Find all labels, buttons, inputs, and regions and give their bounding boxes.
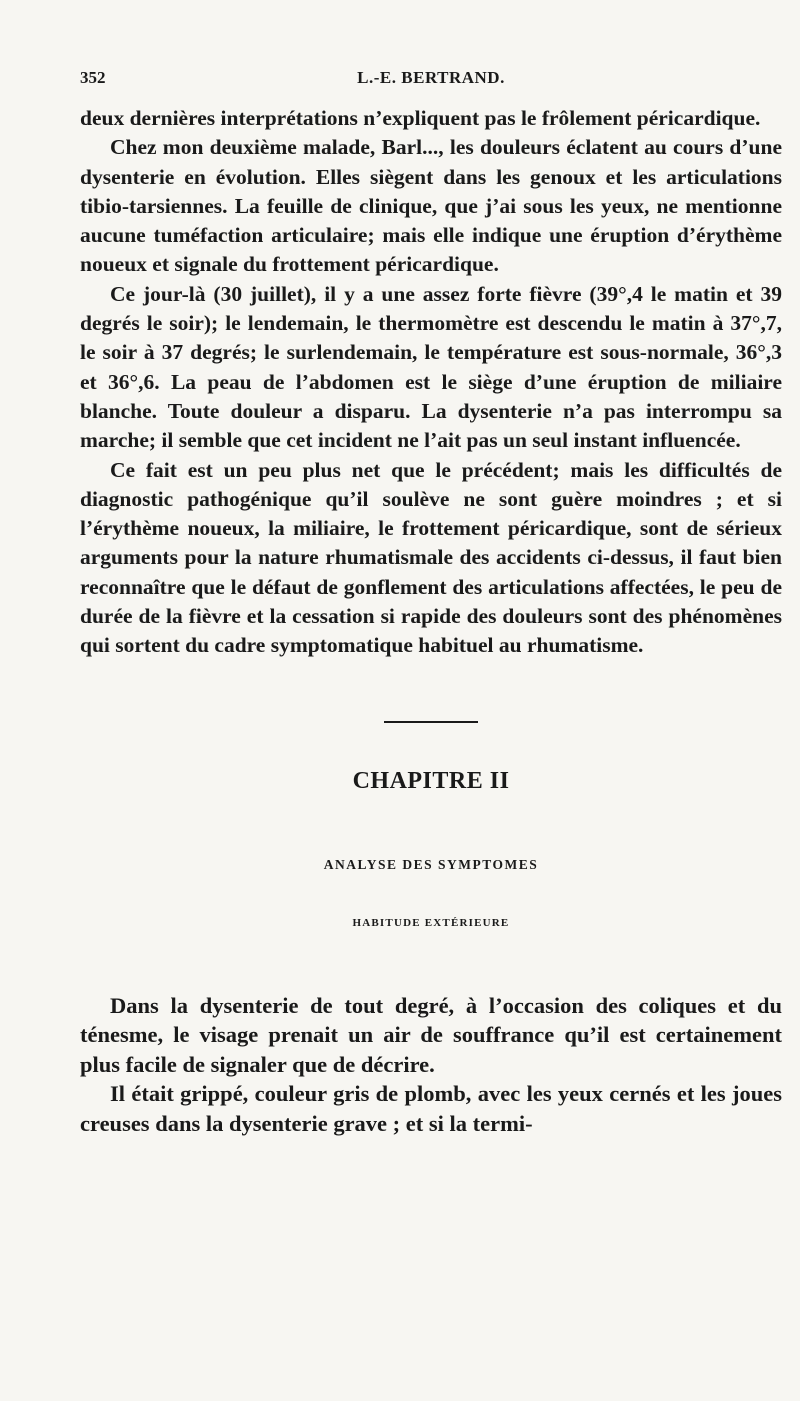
paragraph: Chez mon deuxième malade, Barl..., les douleurs éclatent au cours d’une dysenterie en évolution. Elles siègent dans les genoux et les articulations tibio-tarsiennes. La feuille de clinique, que j’ai sous les yeux, ne mentionne aucune tuméfaction articulaire; mais elle indique une éruption d’érythème noueux et signale du frottement péricardique. [80, 135, 782, 277]
book-page [80, 68, 782, 1138]
paragraph: Il était grippé, couleur gris de plomb, avec les yeux cernés et les joues creuses dans la dysenterie grave ; et si la termi- [80, 1081, 782, 1136]
section-rule [384, 721, 478, 723]
chapter-title: CHAPITRE II [352, 767, 510, 794]
paragraph: Ce fait est un peu plus net que le précédent; mais les difficultés de diagnostic pathogénique qu’il soulève ne sont guère moindres ; et si l’érythème noueux, la miliaire, le frottement péricardique, sont de sérieux arguments pour la nature rhumatismale des accidents ci-dessus, il faut bien reconnaître que le défaut de gonflement des articulations affectées, le peu de durée de la fièvre et la cessation si rapide des douleurs sont des phénomènes qui sortent du cadre symptomatique habituel au rhumatisme. [80, 457, 782, 658]
paragraph: Ce jour-là (30 juillet), il y a une assez forte fièvre (39°,4 le matin et 39 degrés le soir); le lendemain, le thermomètre est descendu le matin à 37°,7, le soir à 37 degrés; le surlendemain, le température est sous-normale, 36°,3 et 36°,6. La peau de l’abdomen est le siège d’une éruption de miliaire blanche. Toute douleur a disparu. La dysenterie n’a pas interrompu sa marche; il semble que cet incident ne l’ait pas un seul instant influencée. [80, 281, 782, 453]
section-title: ANALYSE DES SYMPTOMES [323, 856, 539, 872]
running-title: L.-E. BERTRAND. [357, 68, 505, 87]
page-number: 352 [80, 68, 106, 87]
running-head [80, 68, 782, 94]
paragraph: Dans la dysenterie de tout degré, à l’occasion des coliques et du ténesme, le visage prenait un air de souffrance qu’il est certainement plus facile de signaler que de décrire. [80, 992, 782, 1077]
paragraph: deux dernières interprétations n’expliquent pas le frôlement péricardique. [80, 106, 761, 130]
body-text-top [80, 104, 782, 661]
body-text-bottom [80, 991, 782, 1139]
subsection-title: HABITUDE EXTÉRIEURE [352, 916, 510, 929]
